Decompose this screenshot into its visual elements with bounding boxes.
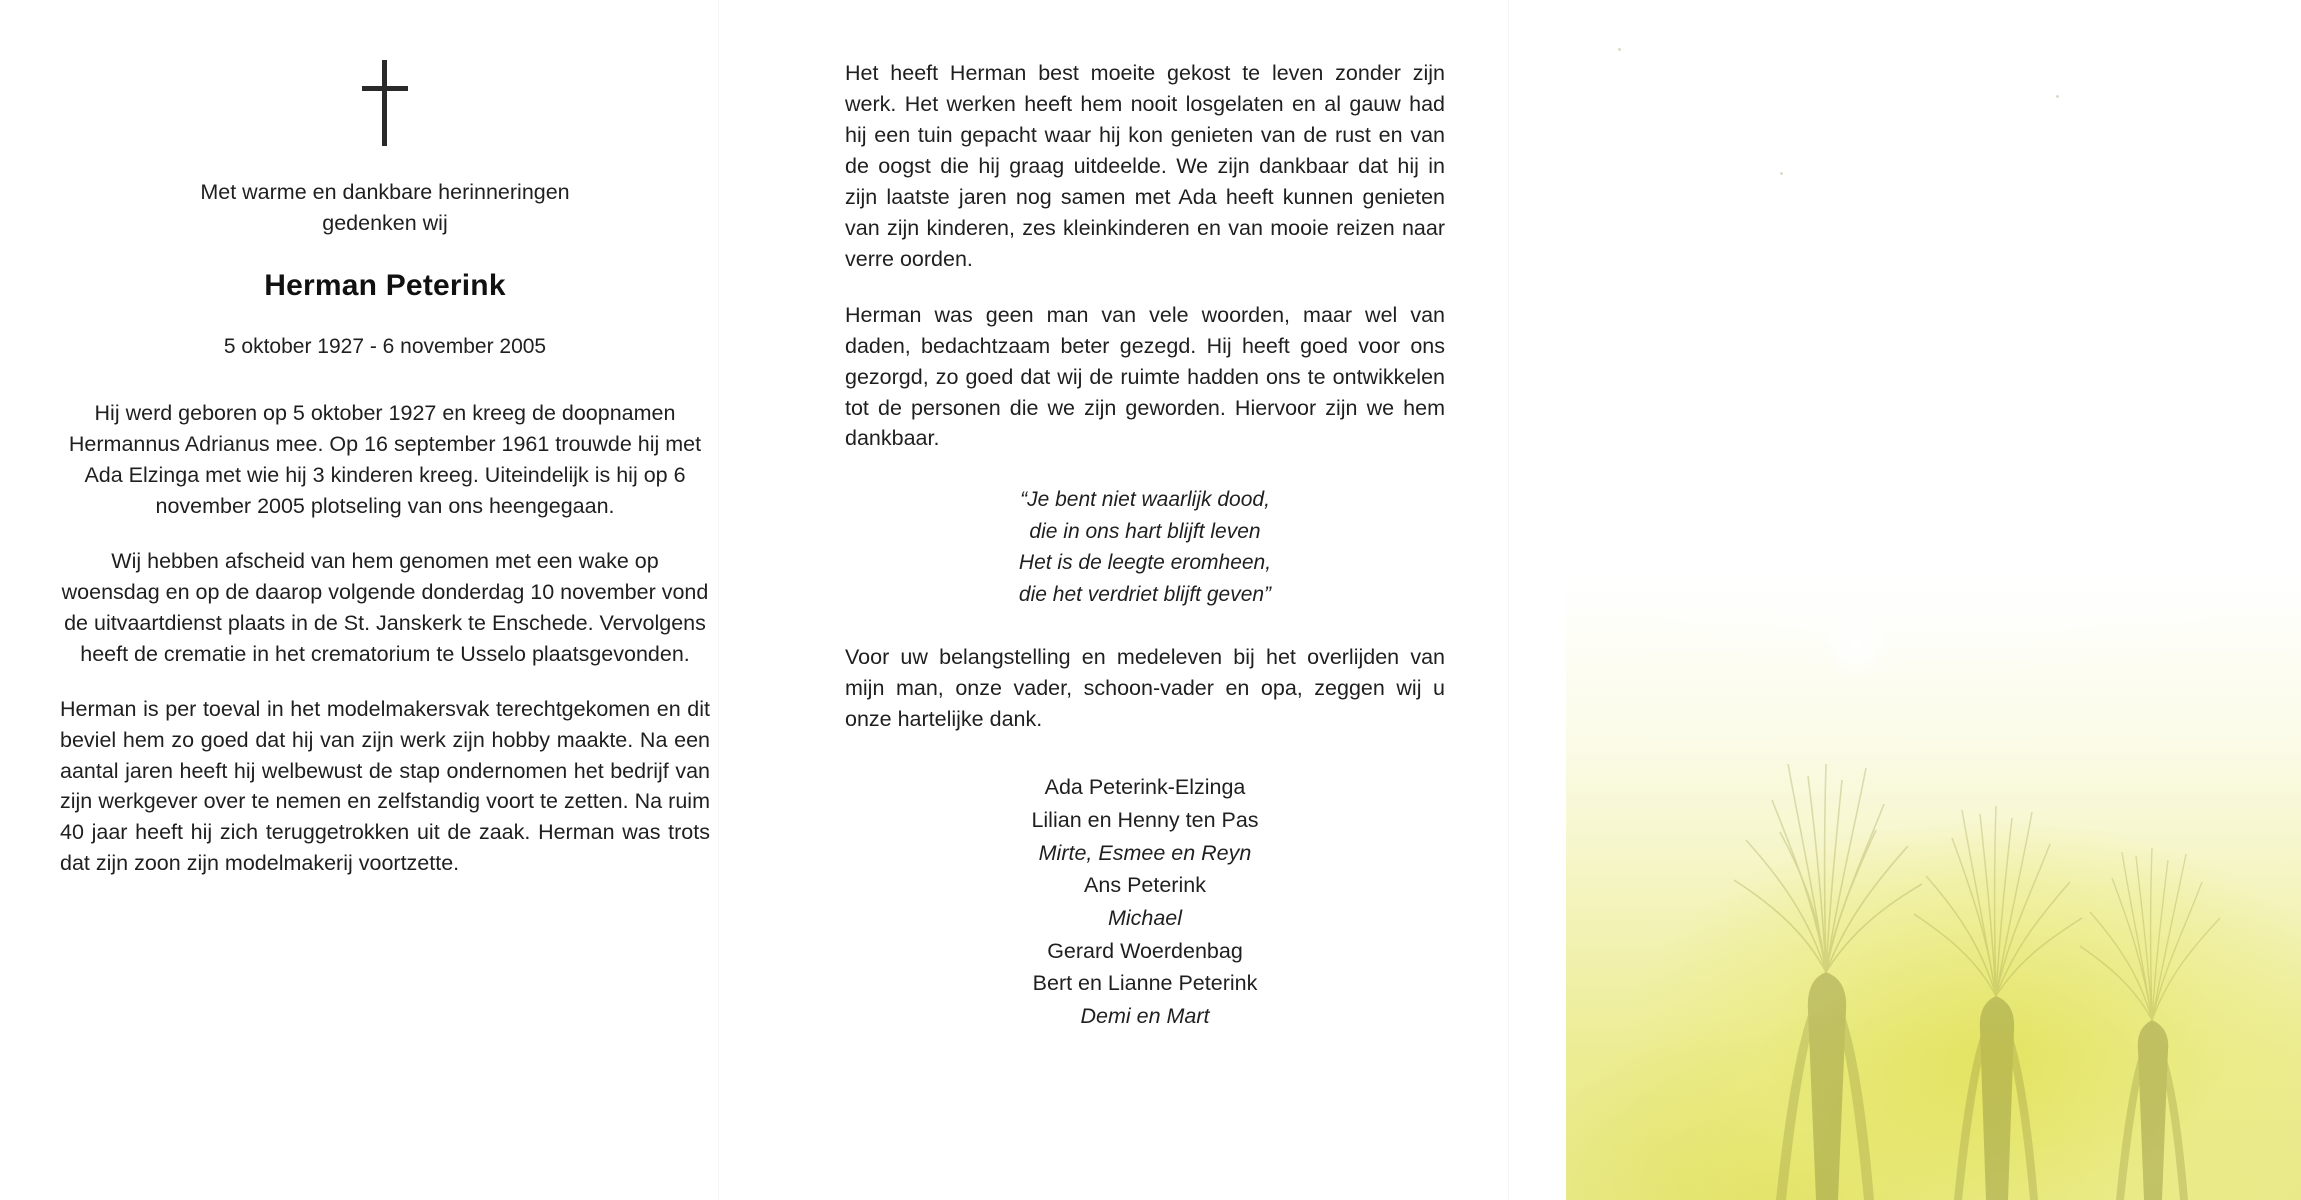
- willow-tree-icon: [2036, 770, 2266, 1200]
- cross-icon: [362, 60, 408, 146]
- intro-text: [60, 177, 710, 239]
- dust-speck: [2056, 95, 2059, 98]
- signature-item: Bert en Lianne Peterink: [1032, 971, 1258, 996]
- photo-haze: [1566, 380, 2301, 680]
- signature-item: Mirte, Esmee en Reyn: [1038, 840, 1252, 865]
- scan-seam: [718, 0, 719, 1200]
- dust-speck: [1618, 48, 1621, 51]
- signature-list: [845, 771, 1445, 1032]
- left-column: [60, 40, 710, 901]
- poem: [845, 484, 1445, 610]
- poem-line-3: Het is de leegte eromheen,: [1018, 551, 1272, 575]
- middle-paragraph-1: Het heeft Herman best moeite gekost te leven zonder zijn werk. Het werken heeft hem nooit losgelaten en al gauw had hij een tuin gepacht waar hij kon genieten van de rust en van de oogst die hij graag uitdeelde. We zijn dankbaar dat hij in zijn laatste jaren nog samen met Ada heeft kunnen genieten van zijn kinderen, zes kleinkinderen en van mooie reizen naar verre oorden.: [845, 61, 1445, 271]
- left-paragraph-2: Wij hebben afscheid van hem genomen met een wake op woensdag en op de daarop volgende donderdag 10 november vond de uitvaartdienst plaats in de St. Janskerk te Enschede. Vervolgens heeft de crematie in het crematorium te Usselo plaatsgevonden.: [61, 548, 709, 666]
- poem-line-4: die het verdriet blijft geven”: [1018, 582, 1272, 606]
- cross-icon-wrap: [60, 60, 710, 155]
- signature-item: Ans Peterink: [1084, 873, 1206, 898]
- scan-seam: [1508, 0, 1509, 1200]
- intro-line-1: Met warme en dankbare herinneringen: [200, 179, 570, 204]
- left-paragraph-1: Hij werd geboren op 5 oktober 1927 en kreeg de doopnamen Hermannus Adrianus mee. Op 16 september 1961 trouwde hij met Ada Elzinga met wie hij 3 kinderen kreeg. Uiteindelijk is hij op 6 november 2005 plotseling van ons heengegaan.: [68, 400, 702, 518]
- middle-column: [845, 58, 1445, 1033]
- photo-panel: [1566, 0, 2301, 1200]
- poem-line-2: die in ons hart blijft leven: [1029, 519, 1261, 543]
- middle-paragraph-2: Herman was geen man van vele woorden, maar wel van daden, bedachtzaam beter gezegd. Hij heeft goed voor ons gezorgd, zo goed dat wij de ruimte hadden ons te ontwikkelen tot de personen die we zijn geworden. Hiervoor zijn we hem dankbaar.: [845, 302, 1445, 451]
- signature-item: Ada Peterink-Elzinga: [1044, 775, 1246, 800]
- poem-line-1: “Je bent niet waarlijk dood,: [1020, 488, 1270, 512]
- deceased-name: Herman Peterink: [264, 269, 506, 303]
- sun-glow: [1821, 612, 1891, 682]
- intro-line-2: gedenken wij: [322, 210, 448, 235]
- dust-speck: [1780, 172, 1783, 175]
- signature-item: Lilian en Henny ten Pas: [1031, 807, 1259, 832]
- signature-item: Demi en Mart: [1080, 1004, 1210, 1028]
- signature-item: Gerard Woerdenbag: [1047, 938, 1243, 963]
- signature-item: Michael: [1107, 905, 1183, 930]
- left-paragraph-3: Herman is per toeval in het modelmakersvak terechtgekomen en dit beviel hem zo goed dat hij van zijn werk zijn hobby maakte. Na een aantal jaren heeft hij welbewust de stap ondernomen het bedrijf van zijn werkgever over te nemen en zelfstandig voort te zetten. Na ruim 40 jaar heeft hij zich teruggetrokken uit de zaak. Herman was trots dat zijn zoon zijn modelmakerij voortzette.: [60, 696, 710, 876]
- life-dates: 5 oktober 1927 - 6 november 2005: [223, 334, 547, 358]
- closing-thanks: Voor uw belangstelling en medeleven bij het overlijden van mijn man, onze vader, schoon-vader en opa, zeggen wij u onze hartelijke dank.: [845, 645, 1445, 732]
